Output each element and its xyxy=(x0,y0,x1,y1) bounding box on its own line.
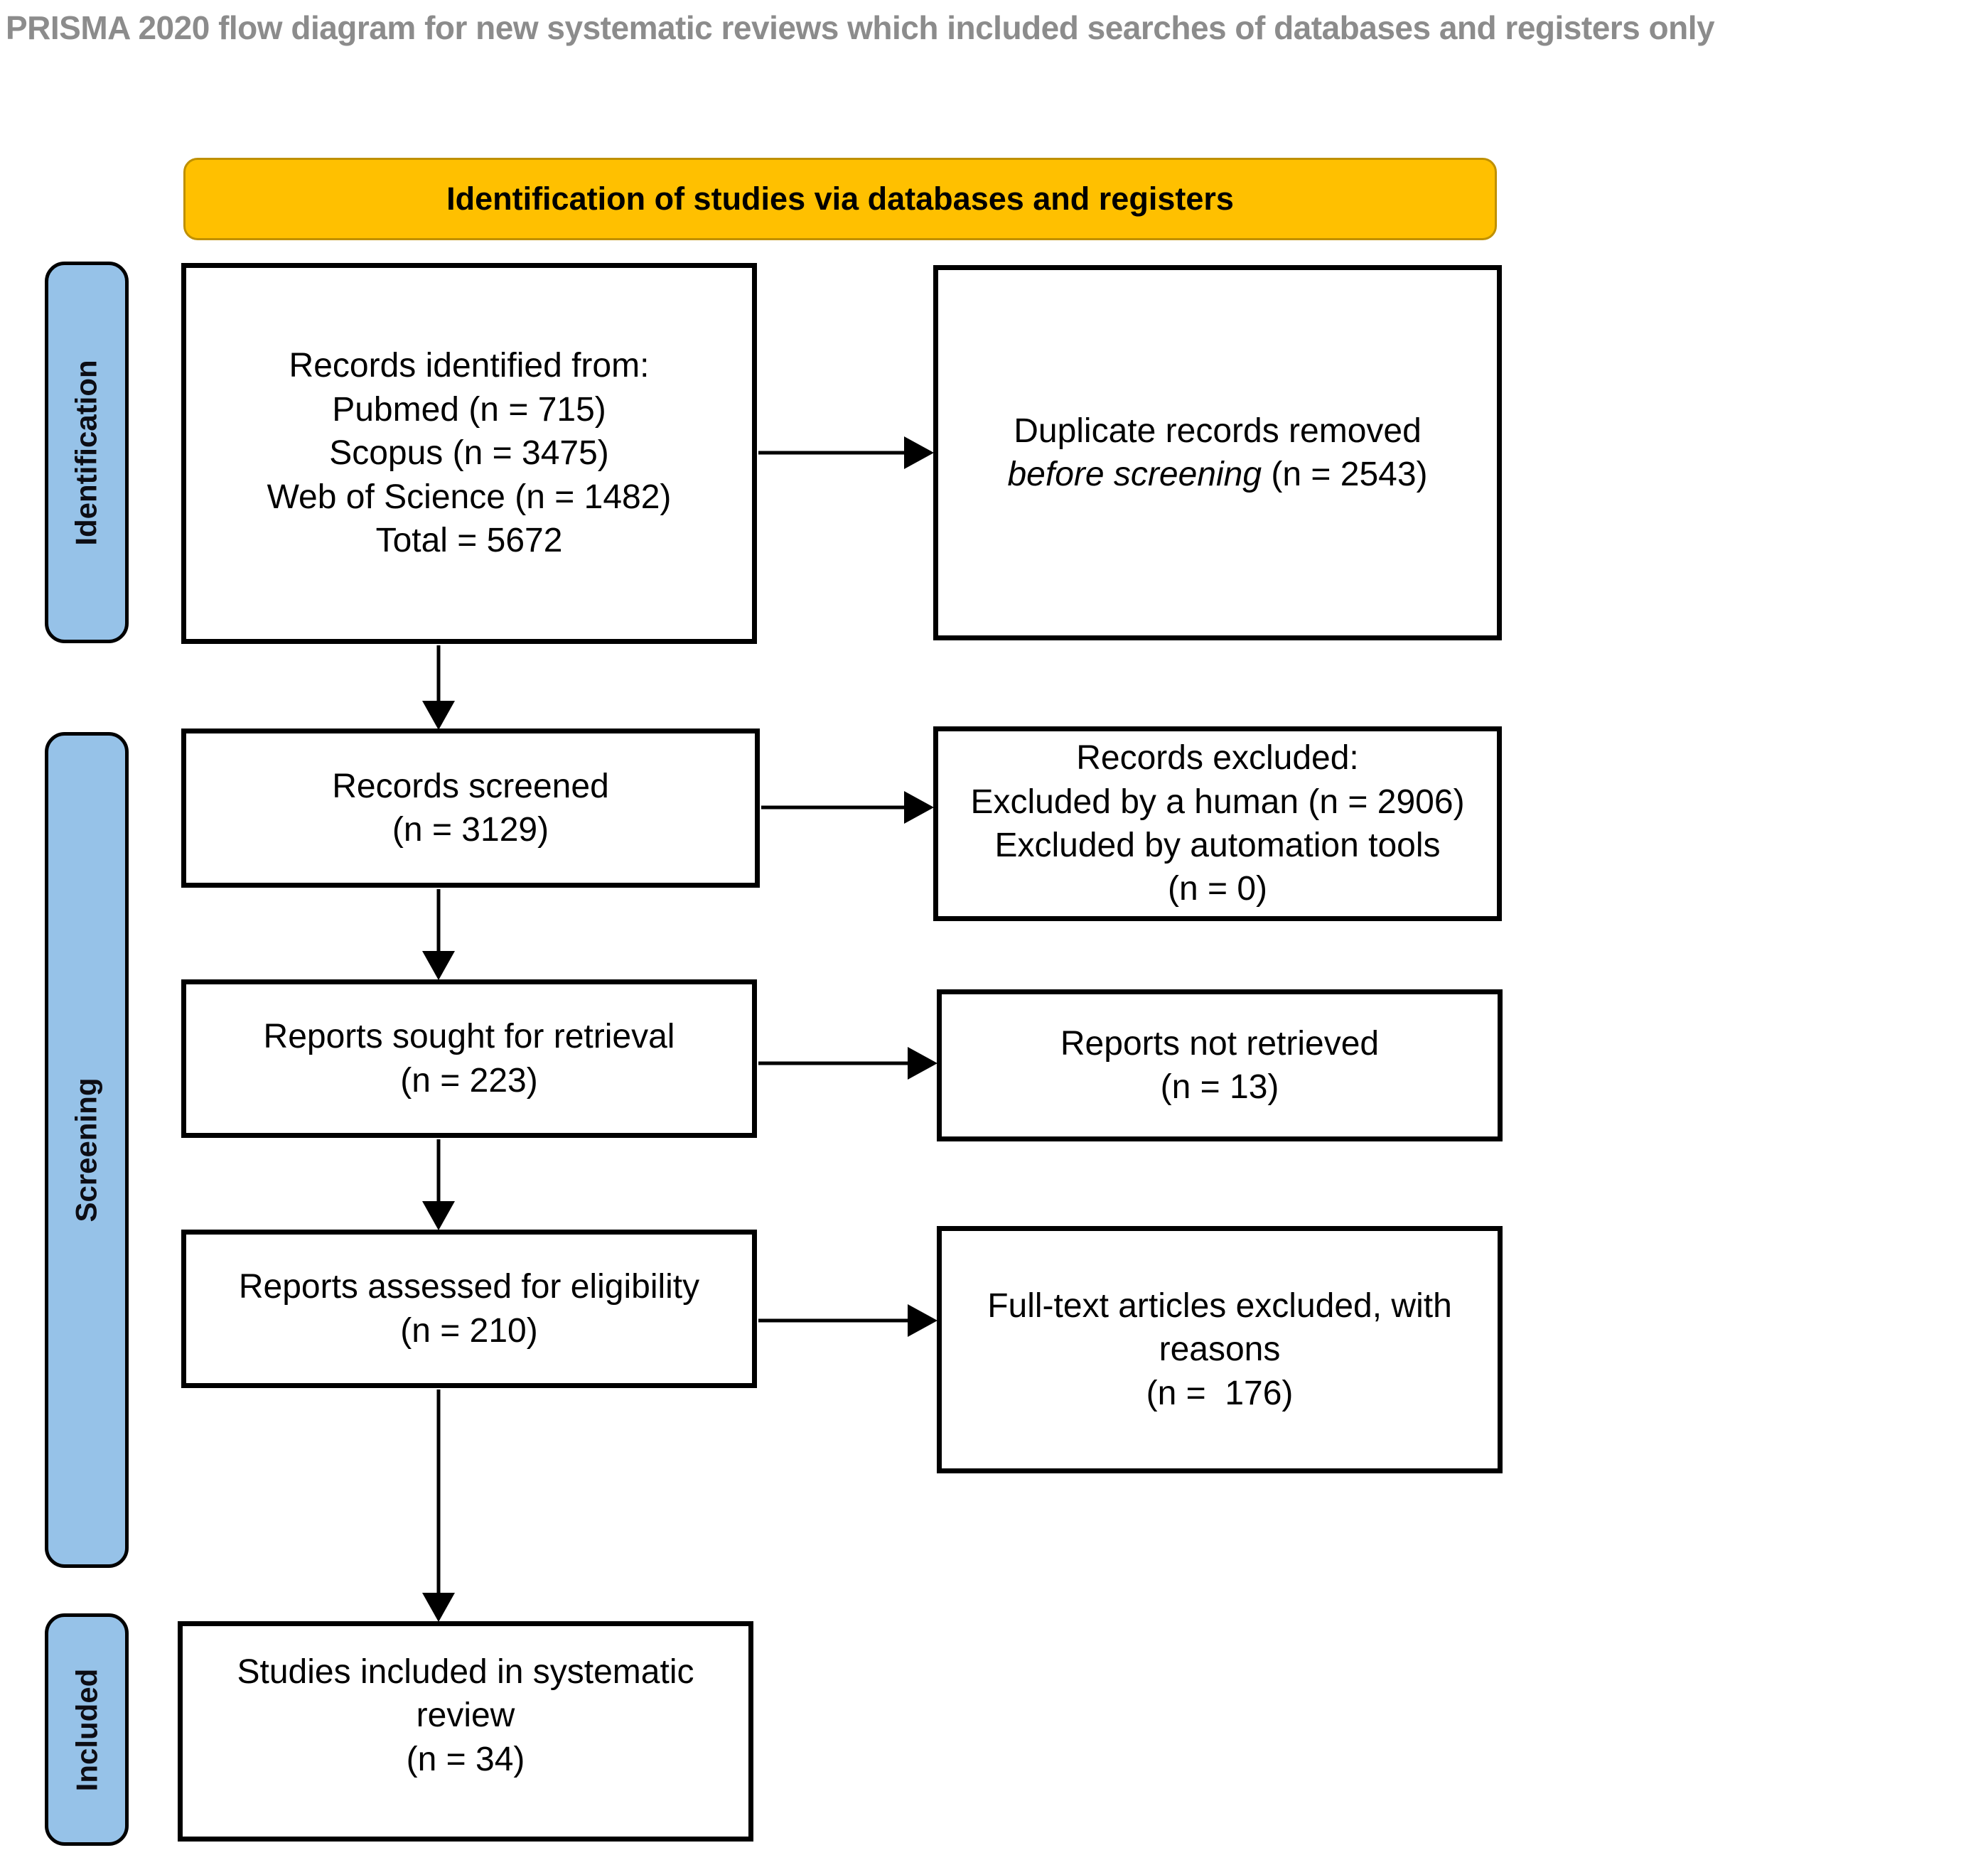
arrow-assessed-to-included xyxy=(422,1389,455,1622)
stage-text: Included xyxy=(70,1668,103,1791)
box-text-line: Records screened xyxy=(332,767,609,805)
box-text-line: Excluded by automation tools xyxy=(994,827,1441,864)
arrow-sought-to-not-retrieved xyxy=(758,1047,937,1080)
box-text-line: Web of Science (n = 1482) xyxy=(267,478,672,516)
arrow-head xyxy=(904,791,934,824)
arrow-head xyxy=(422,701,455,730)
arrow-head xyxy=(908,1047,937,1080)
box-text-line: Reports sought for retrieval xyxy=(263,1018,675,1056)
arrow-head xyxy=(904,436,934,469)
box-text-line: (n = 176) xyxy=(1146,1374,1294,1412)
box-text-line: (n = 210) xyxy=(400,1311,538,1350)
box-reports-not-retrieved xyxy=(937,989,1503,1141)
box-text-line: review xyxy=(416,1697,515,1735)
count-text: (n = 2543) xyxy=(1262,456,1428,493)
italic-before-screening: before screening xyxy=(1007,456,1262,493)
box-text-line: (n = 0) xyxy=(1167,870,1268,908)
box-text-line: (n = 3129) xyxy=(392,811,549,849)
page-title: PRISMA 2020 flow diagram for new systematic reviews which included searches of databases and registers only xyxy=(6,9,1715,46)
box-records-excluded xyxy=(933,726,1502,921)
box-records-screened xyxy=(181,729,760,888)
box-text-line: Total = 5672 xyxy=(375,522,563,560)
box-text-line: Reports not retrieved xyxy=(1060,1024,1380,1063)
arrow-screened-to-excluded xyxy=(761,791,934,824)
banner-label: Identification of studies via databases and registers xyxy=(446,181,1234,217)
stage-text: Identification xyxy=(70,359,103,546)
box-reports-assessed-for-eligibility xyxy=(181,1230,757,1388)
box-text-line xyxy=(1007,453,1427,496)
box-text-line: Excluded by a human (n = 2906) xyxy=(970,783,1465,821)
arrow-head xyxy=(908,1304,937,1337)
box-studies-included-in-review xyxy=(178,1621,753,1842)
box-text-line: Pubmed (n = 715) xyxy=(332,390,606,429)
arrow-head xyxy=(422,1201,455,1230)
arrow-head xyxy=(422,1593,455,1622)
arrow-sought-to-assessed xyxy=(422,1139,455,1230)
box-records-identified xyxy=(181,263,757,644)
arrow-assessed-to-fulltext xyxy=(758,1304,937,1337)
box-text-line: reasons xyxy=(1159,1331,1281,1369)
stage-label-included xyxy=(45,1613,129,1846)
arrow-identified-to-screened xyxy=(422,645,455,730)
box-fulltext-articles-excluded xyxy=(937,1226,1503,1473)
box-text-line: Records excluded: xyxy=(1076,739,1359,778)
box-text-line: Full-text articles excluded, with xyxy=(987,1286,1452,1325)
box-text-line: Records identified from: xyxy=(289,347,650,385)
box-text-line: (n = 223) xyxy=(400,1061,538,1100)
stage-label-identification xyxy=(45,262,129,643)
box-text-line: Studies included in systematic xyxy=(237,1653,694,1691)
stage-text: Screening xyxy=(70,1077,104,1222)
stage-label-screening xyxy=(45,732,129,1568)
box-reports-sought-for-retrieval xyxy=(181,979,757,1138)
box-text-line: (n = 34) xyxy=(406,1740,525,1778)
box-text-line: Reports assessed for eligibility xyxy=(238,1268,700,1306)
box-text-line: Scopus (n = 3475) xyxy=(329,434,609,473)
box-text-line: (n = 13) xyxy=(1160,1068,1279,1106)
banner-identification-via-databases xyxy=(183,158,1497,240)
box-text-line: Duplicate records removed xyxy=(1014,412,1422,450)
arrow-screened-to-sought xyxy=(422,889,455,980)
arrow-identified-to-duplicates xyxy=(758,436,934,469)
arrow-head xyxy=(422,951,455,980)
box-duplicate-records-removed xyxy=(933,265,1502,640)
